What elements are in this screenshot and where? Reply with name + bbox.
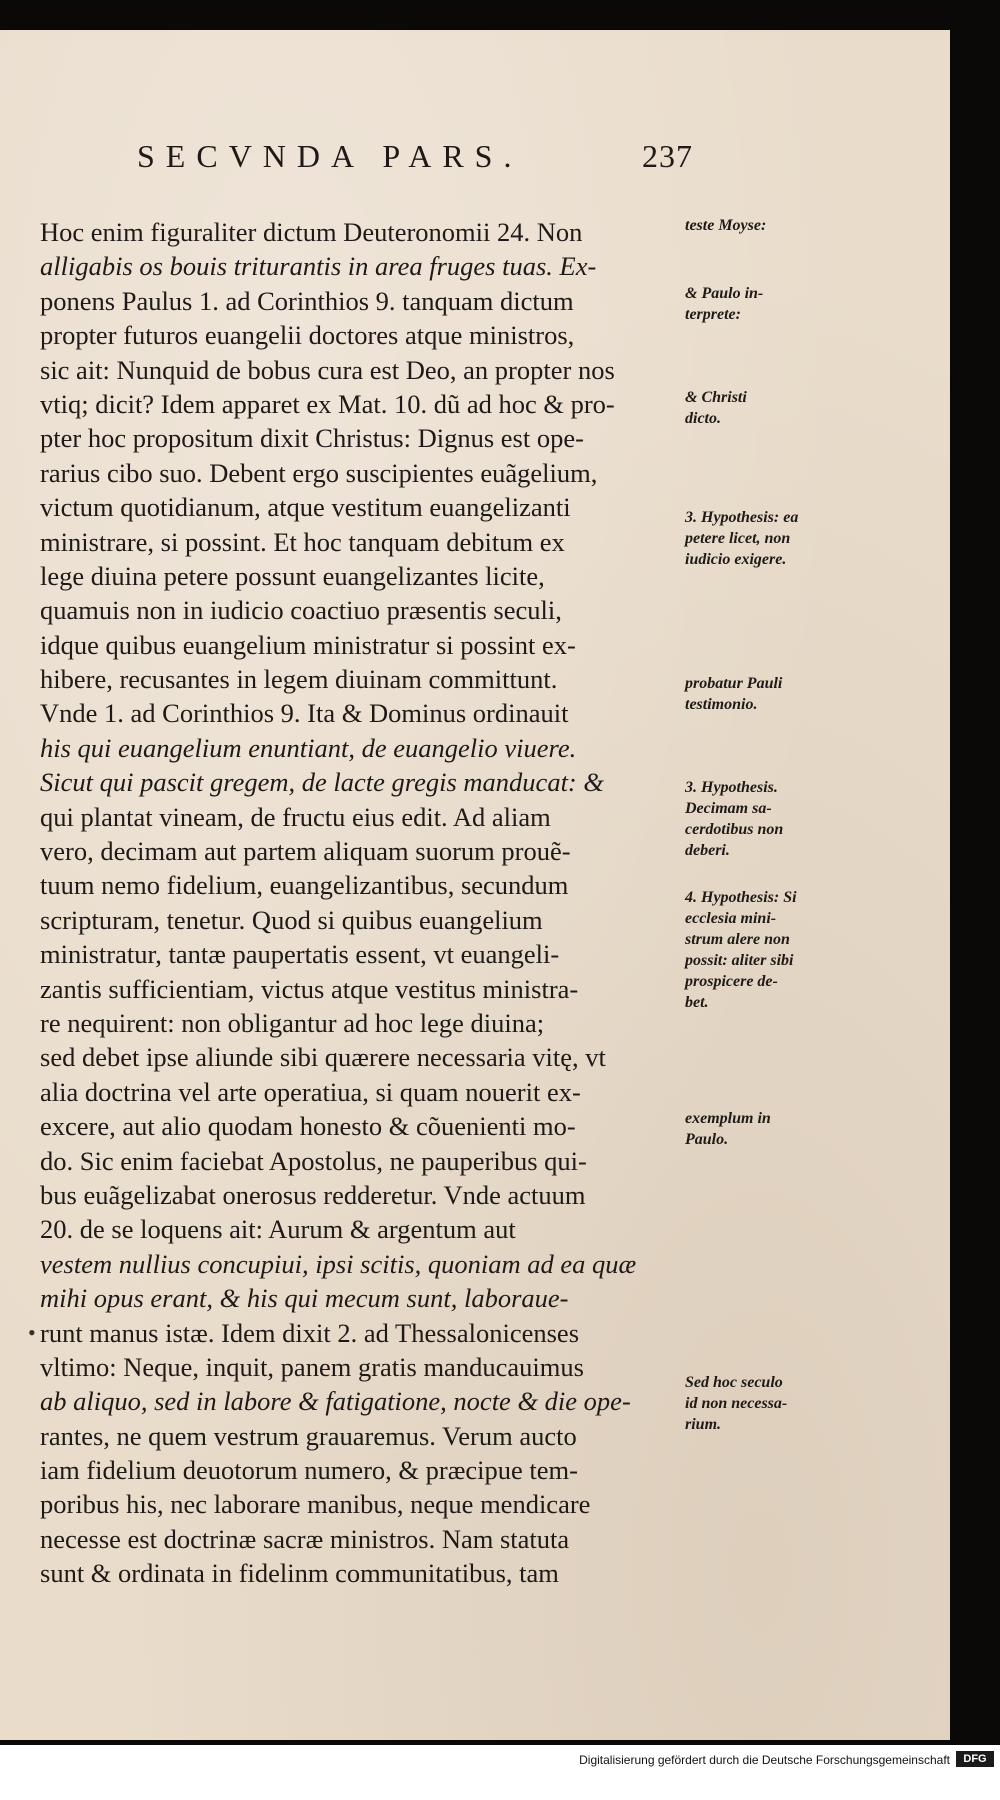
text-line: zantis sufficientiam, victus atque vestitus ministra- bbox=[40, 973, 579, 1004]
marginal-note: probatur Pauli testimonio. bbox=[685, 675, 783, 713]
text-line: excere, aut alio quodam honesto & cõuenienti mo- bbox=[40, 1111, 576, 1142]
text-line: victum quotidianum, atque vestitum euangelizanti bbox=[40, 492, 571, 523]
text-line: sed debet ipse aliunde sibi quærere necessaria vitę, vt bbox=[40, 1042, 606, 1073]
marginal-note: teste Moyse: bbox=[685, 217, 767, 234]
running-head: SECVNDA PARS. bbox=[137, 138, 523, 174]
text-line: pter hoc propositum dixit Christus: Dignus est ope- bbox=[40, 423, 584, 454]
marginal-note: exemplum in Paulo. bbox=[685, 1110, 771, 1148]
marginal-note: & Paulo in- terprete: bbox=[685, 285, 764, 323]
marginal-notes bbox=[685, 215, 845, 1565]
marginal-note: 3. Hypothesis: ea petere licet, non iudicio exigere. bbox=[685, 509, 799, 568]
text-line: runt manus istæ. Idem dixit 2. ad Thessalonicenses bbox=[40, 1317, 580, 1348]
text-line: mihi opus erant, & his qui mecum sunt, laboraue- bbox=[40, 1283, 569, 1314]
text-line: lege diuina petere possunt euangelizantes licite, bbox=[40, 560, 545, 591]
top-frame bbox=[0, 0, 1000, 30]
page-edge bbox=[950, 30, 1000, 1740]
body-text bbox=[40, 215, 695, 1591]
text-line: vestem nullius concupiui, ipsi scitis, quoniam ad ea quæ bbox=[40, 1248, 637, 1279]
marginal-note: Sed hoc seculo id non necessa- rium. bbox=[685, 1374, 788, 1433]
text-line: do. Sic enim faciebat Apostolus, ne pauperibus qui- bbox=[40, 1145, 587, 1176]
text-line: rarius cibo suo. Debent ergo suscipientes euãgelium, bbox=[40, 457, 598, 488]
text-line: his qui euangelium enuntiant, de euangelio viuere. bbox=[40, 732, 577, 763]
text-line: tuum nemo fidelium, euangelizantibus, secundum bbox=[40, 870, 569, 901]
text-line: ab aliquo, sed in labore & fatigatione, nocte & die ope- bbox=[40, 1386, 631, 1417]
marginal-note: & Christi dicto. bbox=[685, 389, 747, 427]
text-line: vtiq; dicit? Idem apparet ex Mat. 10. dũ ad hoc & pro- bbox=[40, 388, 615, 419]
text-line: alia doctrina vel arte operatiua, si quam nouerit ex- bbox=[40, 1076, 581, 1107]
page-header bbox=[137, 138, 693, 188]
text-line: poribus his, nec laborare manibus, neque mendicare bbox=[40, 1489, 591, 1520]
text-line: ponens Paulus 1. ad Corinthios 9. tanquam dictum bbox=[40, 285, 574, 316]
text-line: 20. de se loquens ait: Aurum & argentum aut bbox=[40, 1214, 516, 1245]
text-line: qui plantat vineam, de fructu eius edit. Ad aliam bbox=[40, 801, 551, 832]
text-line: bus euãgelizabat onerosus redderetur. Vnde actuum bbox=[40, 1179, 586, 1210]
marginal-note: 3. Hypothesis. Decimam sa- cerdotibus non deberi. bbox=[685, 779, 784, 859]
margin-mark: • bbox=[28, 1320, 36, 1345]
text-line: alligabis os bouis triturantis in area fruges tuas. Ex- bbox=[40, 251, 597, 282]
text-line: sunt & ordinata in fidelinm communitatibus, tam bbox=[40, 1558, 559, 1589]
page-number: 237 bbox=[642, 138, 693, 174]
text-line: sic ait: Nunquid de bobus cura est Deo, an propter nos bbox=[40, 354, 615, 385]
text-line: vltimo: Neque, inquit, panem gratis manducauimus bbox=[40, 1351, 584, 1382]
text-line: rantes, ne quem vestrum grauaremus. Verum aucto bbox=[40, 1420, 577, 1451]
text-line: re nequirent: non obligantur ad hoc lege diuina; bbox=[40, 1007, 545, 1038]
marginal-note: 4. Hypothesis: Si ecclesia mini- strum alere non possit: aliter sibi prospicere de- bet. bbox=[685, 889, 797, 1011]
text-line: ministratur, tantæ paupertatis essent, vt euangeli- bbox=[40, 939, 560, 970]
text-line: idque quibus euangelium ministratur si possint ex- bbox=[40, 629, 576, 660]
text-line: scripturam, tenetur. Quod si quibus euangelium bbox=[40, 904, 543, 935]
book-page bbox=[0, 30, 952, 1740]
digitization-footer bbox=[0, 1745, 1000, 1800]
text-line: Hoc enim figuraliter dictum Deuteronomii 24. Non bbox=[40, 217, 583, 247]
text-line: hibere, recusantes in legem diuinam committunt. bbox=[40, 664, 558, 695]
text-line: vero, decimam aut partem aliquam suorum prouẽ- bbox=[40, 836, 571, 867]
text-line: iam fidelium deuotorum numero, & præcipue tem- bbox=[40, 1455, 578, 1486]
text-line: ministrare, si possint. Et hoc tanquam debitum ex bbox=[40, 526, 565, 557]
dfg-logo: DFG bbox=[956, 1751, 994, 1767]
text-line: Vnde 1. ad Corinthios 9. Ita & Dominus ordinauit bbox=[40, 698, 569, 729]
footer-credit: Digitalisierung gefördert durch die Deutsche Forschungsgemeinschaft bbox=[579, 1753, 950, 1767]
text-line: Sicut qui pascit gregem, de lacte gregis manducat: & bbox=[40, 767, 604, 798]
text-line: necesse est doctrinæ sacræ ministros. Nam statuta bbox=[40, 1523, 570, 1554]
text-line: quamuis non in iudicio coactiuo præsentis seculi, bbox=[40, 595, 562, 626]
text-line: propter futuros euangelii doctores atque ministros, bbox=[40, 320, 575, 351]
